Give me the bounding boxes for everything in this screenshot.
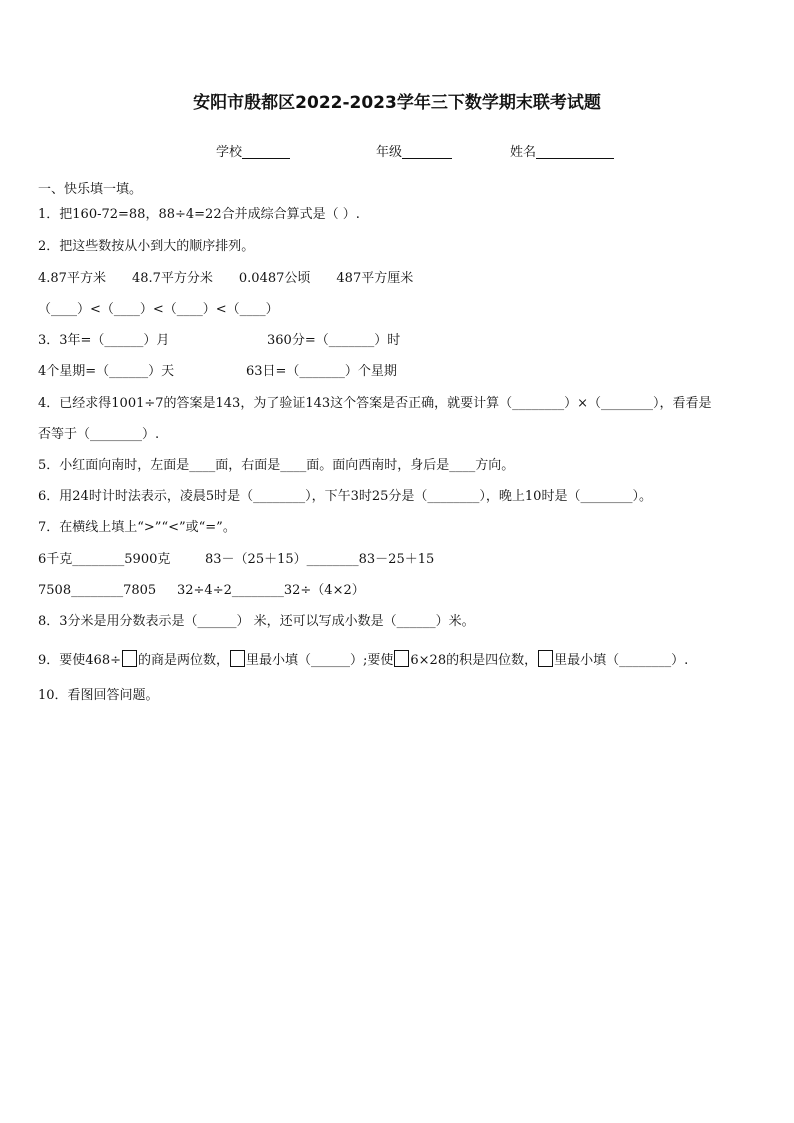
question-7: 7．在横线上填上“>”“<”或“=”。	[38, 520, 236, 535]
question-1: 1．把160-72=88，88÷4=22合并成综合算式是（ ）.	[38, 207, 360, 222]
q7-row: 83－（25＋15）________83－25＋15	[205, 552, 435, 567]
question-10: 10．看图回答问题。	[38, 688, 159, 703]
question-4-cont: 否等于（________）.	[38, 427, 160, 442]
answer-box[interactable]	[230, 650, 245, 667]
question-2-order: （____）<（____）<（____）<（____）	[38, 302, 279, 317]
question-3d: 63日=（_______）个星期	[246, 364, 397, 379]
q7-row: 32÷4÷2________32÷（4×2）	[177, 583, 365, 598]
section-heading: 一、快乐填一填。	[38, 182, 143, 197]
question-2: 2．把这些数按从小到大的顺序排列。	[38, 239, 255, 254]
answer-box[interactable]	[538, 650, 553, 667]
q9-text: 里最小填（______）;要使	[246, 653, 394, 668]
school-blank[interactable]	[242, 144, 290, 159]
question-8: 8．3分米是用分数表示是（______） 米，还可以写成小数是（______）米。	[38, 614, 475, 629]
q9-text: 9．要使468÷	[38, 653, 121, 668]
name-field	[510, 141, 614, 160]
grade-blank[interactable]	[402, 144, 452, 159]
q9-text: 6×28的积是四位数，	[410, 653, 538, 668]
q2-item: 4.87平方米	[38, 271, 106, 286]
q7-row: 6千克________5900克	[38, 552, 171, 567]
question-3b: 360分=（_______）时	[267, 333, 401, 348]
question-3a: 3．3年=（______）月	[38, 333, 170, 348]
name-blank[interactable]	[536, 144, 614, 159]
q9-text: 的商是两位数，	[137, 653, 229, 668]
name-label: 姓名	[510, 145, 537, 160]
answer-box[interactable]	[394, 650, 409, 667]
q9-text: 里最小填（________）.	[554, 653, 689, 668]
q2-item: 0.0487公顷	[238, 271, 311, 286]
q7-row: 7508________7805	[38, 583, 157, 598]
question-6: 6．用24时计时法表示，凌晨5时是（________），下午3时25分是（________），晚上10时是（________）。	[38, 489, 652, 504]
school-label: 学校	[216, 145, 243, 160]
question-3c: 4个星期=（______）天	[38, 364, 175, 379]
question-4: 4．已经求得1001÷7的答案是143，为了验证143这个答案是否正确，就要计算（________）×（________），看看是	[38, 396, 712, 411]
q2-item: 487平方厘米	[336, 271, 414, 286]
question-9	[38, 650, 688, 669]
q2-item: 48.7平方分米	[131, 271, 213, 286]
question-5: 5．小红面向南时，左面是____面，右面是____面。面向西南时，身后是____方向。	[38, 458, 515, 473]
grade-label: 年级	[376, 145, 403, 160]
question-2-items	[38, 271, 413, 287]
answer-box[interactable]	[122, 650, 137, 667]
school-field	[216, 141, 290, 160]
grade-field	[376, 141, 452, 160]
page-title: 安阳市殷都区2022-2023学年三下数学期末联考试题	[193, 93, 601, 113]
